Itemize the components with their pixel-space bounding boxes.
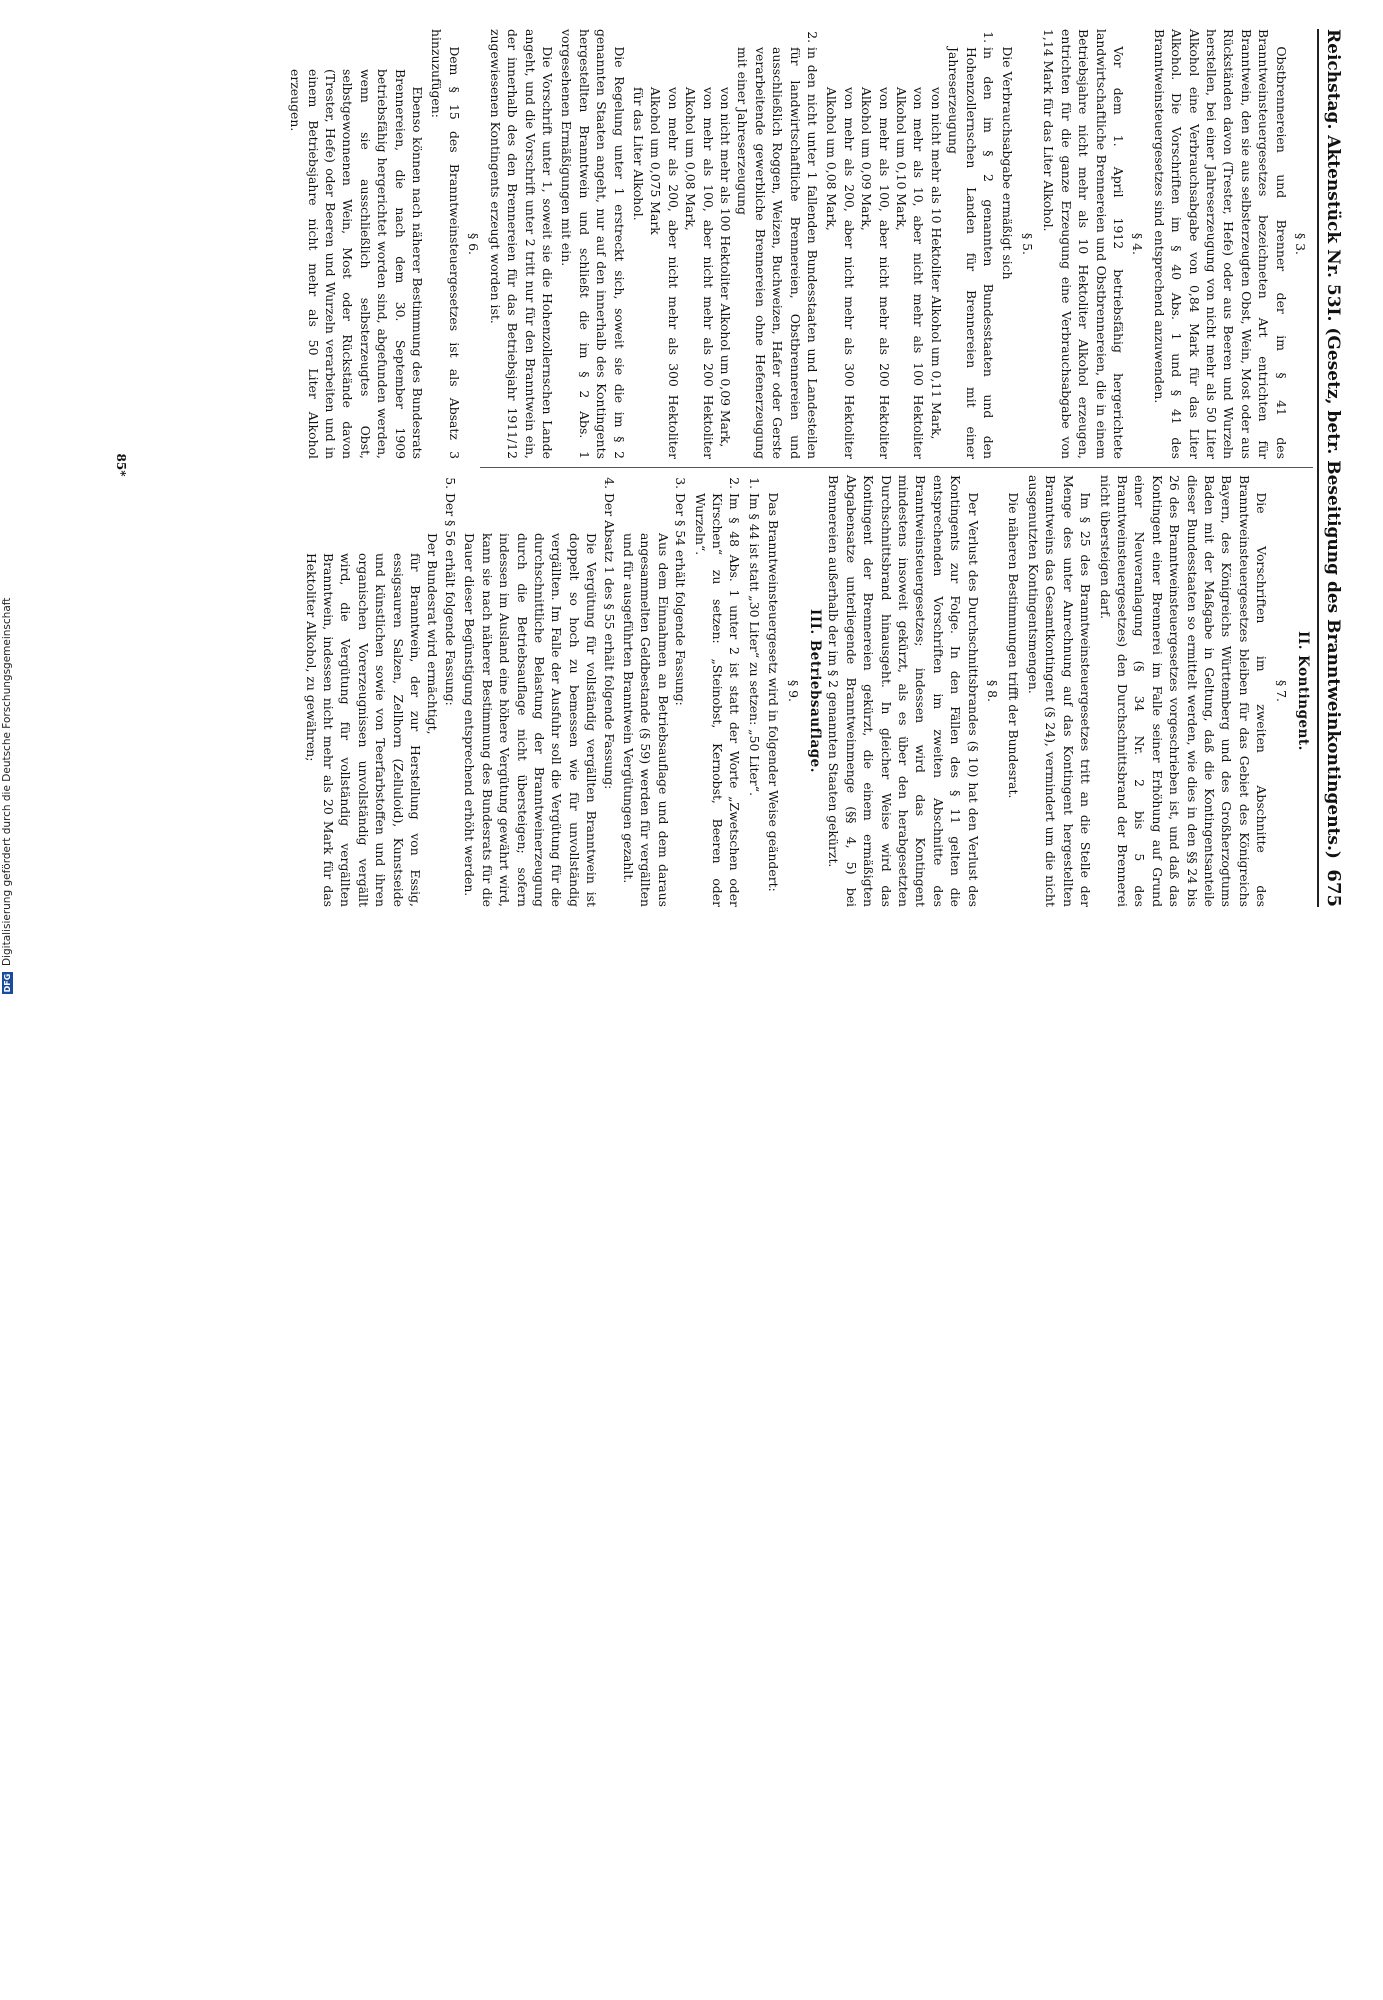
list-subitem: Aus dem Einnahmen an Betriebsauflage und dem daraus angesammelten Geldbestande (§ 59) werden für vergällten und für ausgeführten Branntwein Vergütungen gezahlt. [620,533,671,907]
column-divider [480,467,1313,468]
document-page [100,5,1375,925]
list-subitem: für Branntwein, der zur Herstellung von Essig, essigsauren Salzen, Zellhorn (Zelluloid), Kunstseide und künstlichen sowie von Teerfarbstoffen und ihren organischen Vorerzeugnissen unvollständig vergällt wird, die Vergütung für vollständig vergällten Branntwein, indessen nicht mehr als 20 Mark für das Hektoliter Alkohol, zu gewähren; [303,553,424,907]
list-item-text: Der § 54 erhält folgende Fassung: [673,493,689,706]
paragraph: Das Branntweinsteuergesetz wird in folgender Weise geändert: [766,492,782,892]
part-heading: III. Betriebsauflage. [807,609,824,773]
section-heading: § 7. [1273,680,1289,702]
right-column [170,475,1313,907]
paragraph: Die Vorschriften im zweiten Abschnitte des Branntweinsteuergesetzes bleiben für das Gebiet des Königreichs Bayern, des Königreichs Württemberg und des Großherzogtums Baden mit der Maßgabe in Geltung, daß die Kontingentsanteile dieser Bundesstaaten so ermittelt werden, wie dies in den §§ 24 bis 26 des Branntweinsteuergesetzes vorgeschrieben ist, und daß das Kontingent einer Brennerei im Falle seiner Erhöhung auf Grund einer Neuveranlagung (§ 34 Nr. 2 bis 5 des Branntweinsteuergesetzes) den Durchschnittsbrand der Brennerei nicht übersteigen darf. [1097,475,1270,907]
dfg-logo: DFG [2,973,12,993]
paragraph: Die Verbrauchsabgabe ermäßigt sich [1000,46,1016,280]
list-subitem: von mehr als 200, aber nicht mehr als 300 Hektoliter Alkohol um 0,08 Mark, [824,87,857,459]
list-subitem: Der Bundesrat wird ermächtigt, [425,533,441,735]
list-item: 1. Im § 44 ist statt „30 Liter“ zu setzen: „50 Liter“. [745,493,762,907]
paragraph: Obstbrennereien und Brenner der im § 41 des Branntweinsteuergesetzes bezeichneten Art entrichten für Branntwein, den sie aus selbsterzeugten Obst, Wein, Most oder aus Rückständen davon (Trester, Hefe) oder aus Beeren und Wurzeln herstellen, bei einer Jahreserzeugung von nicht mehr als 50 Liter Alkohol eine Verbrauchsabgabe von 0,84 Mark für das Liter Alkohol. Die Vorschriften im § 40 Abs. 1 und § 41 des Branntweinsteuergesetzes sind entsprechend anzuwenden. [1151,29,1289,459]
list-item-text: in den im § 2 genannten Bundesstaaten und den Hohenzollernschen Landen für Brennereien mit einer Jahreserzeugung [946,47,997,459]
list-item [461,493,618,907]
list-subitem: für das Liter Alkohol. [630,87,646,221]
paragraph: Vor dem 1. April 1912 betriebsfähig hergerichtete landwirtschaftliche Brennereien und Obstbrennereien, die in einem Betriebsjahre nicht mehr als 10 Hektoliter Alkohol erzeugen, entrichten für die ganze Erzeugung eine Verbrauchsabgabe von 1,14 Mark für das Liter Alkohol. [1041,29,1126,459]
list-item [620,493,690,907]
list-item [302,493,459,907]
list-item [630,47,821,459]
paragraph: Die Regelung unter 1 erstreckt sich, soweit sie die im § 2 genannten Staaten angeht, nur auf den innerhalb des Kontingents hergestellten Branntwein und schließt die im § 2 Abs. 1 vorgesehenen Ermäßigungen mit ein. [559,29,627,459]
credit-text: Digitalisierung gefördert durch die Deutsche Forschungsgemeinschaft [1,597,13,966]
scanned-page-container [60,29,1383,2000]
list-subitem: von mehr als 10, aber nicht mehr als 100 Hektoliter Alkohol um 0,10 Mark, [894,87,927,459]
list-subitem: von mehr als 200, aber nicht mehr als 300 Hektoliter Alkohol um 0,075 Mark [648,87,681,459]
list-subitem: Die Vergütung für vollständig vergällten Branntwein ist doppelt so hoch zu bemessen wie für unvollständig vergällten. Im Falle der Ausfuhr soll die Vergütung für die durchschnittliche Belastung der Branntweinerzeugung durch die Betriebsauflage nicht übersteigen; sofern indessen im Ausland eine höhere Vergütung gewährt wird, kann sie nach näherer Bestimmung des Bundesrats für die Dauer dieser Begünstigung entsprechend erhöht werden. [462,533,600,907]
paragraph: Ebenso können nach näherer Bestimmung des Bundesrats Brennereien, die nach dem 30. September 1909 betriebsfähig hergerichtet worden sind, abgefunden werden, wenn sie ausschließlich selbsterzeugtes Obst, selbstgewonnenen Wein, Most oder Rückstände davon (Trester, Hefe) oder Beeren und Wurzeln verarbeiten und in einem Betriebsjahre nicht mehr als 50 Liter Alkohol erzeugen. [288,69,426,459]
paragraph: Der Verlust des Durchschnittsbrandes (§ 10) hat den Verlust des Kontingents zur Folge. In den Fällen des § 11 gelten die entsprechenden Vorschriften im zweiten Abschnitte des Branntweinsteuergesetzes; indessen wird das Kontingent mindestens insoweit gekürzt, als es über den herabgesetzten Durchschnittsbrand hinausgeht. In gleicher Weise wird das Kontingent der Brennereien gekürzt, die einem ermäßigten Abgabensatze unterliegende Branntweinmenge (§§ 4, 5) bei Brennereien außerhalb der im § 2 genannten Staaten gekürzt. [826,475,981,907]
page-header [1317,29,1357,907]
section-heading: § 4. [1130,233,1146,255]
left-column [170,29,1313,459]
list-item: 2. Im § 48 Abs. 1 unter 2 ist statt der Worte „Zwetschen oder Kirschen“ zu setzen: „Steinobst, Kernobst, Beeren oder Wurzeln“. [691,493,743,907]
paragraph: Die Vorschrift unter 1, soweit sie die Hohenzollernschen Lande angeht, und die Vorschrift unter 2 tritt nur für den Branntwein ein, der innerhalb des den Brennereien für das Betriebsjahr 1911/12 zugewiesenen Kontingents erzeugt worden ist. [487,29,555,459]
list-item-text: in den nicht unter 1 fallenden Bundesstaaten und Landesteilen für landwirtschaftliche Brennereien, Obstbrennereien und ausschließlich Roggen, Weizen, Buchweizen, Hafer oder Gerste verarbeitende gewerbliche Brennereien ohne Hefenerzeugung mit einer Jahreserzeugung [735,47,821,459]
list-subitem: von nicht mehr als 10 Hektoliter Alkohol um 0,11 Mark, [928,87,944,440]
part-heading: II. Kontingent. [1295,631,1311,751]
list-item-text: Der Absatz 1 des § 55 erhält folgende Fassung: [601,493,617,790]
list-item [823,47,997,459]
page-header-title: Reichstag. Aktenstück Nr. 53I. (Gesetz, betr. Beseitigung des Branntweinkontingents.) [1323,29,1343,859]
section-heading: § 8. [985,680,1001,702]
digitization-credit [0,0,14,1000]
section-heading: § 9. [785,680,801,702]
section-heading: § 5. [1019,233,1035,255]
list-subitem: von nicht mehr als 100 Hektoliter Alkohol um 0,09 Mark, [718,87,733,448]
list-item-text: Der § 56 erhält folgende Fassung: [442,493,458,706]
paragraph: Dem § 15 des Branntweinsteuergesetzes ist als Absatz 3 hinzuzufügen: [429,29,462,459]
page-number: 675 [1323,869,1344,907]
section-heading: § 3. [1293,233,1308,255]
list-subitem: von mehr als 100, aber nicht mehr als 200 Hektoliter Alkohol um 0,09 Mark, [859,87,892,459]
section-heading: § 6. [466,233,482,255]
list-subitem: von mehr als 100, aber nicht mehr als 200 Hektoliter Alkohol um 0,08 Mark, [683,87,716,459]
page-footer-mark: 85* [114,453,128,477]
paragraph: Im § 25 des Branntweinsteuergesetzes tritt an die Stelle der Menge des unter Anrechnung auf das Kontingent hergestellten Branntweins das Gesamtkontingent (§ 24), vermindert um die nicht ausgenutzten Kontingentsmengen. [1025,475,1094,907]
paragraph: Die näheren Bestimmungen trifft der Bundesrat. [1006,492,1022,799]
